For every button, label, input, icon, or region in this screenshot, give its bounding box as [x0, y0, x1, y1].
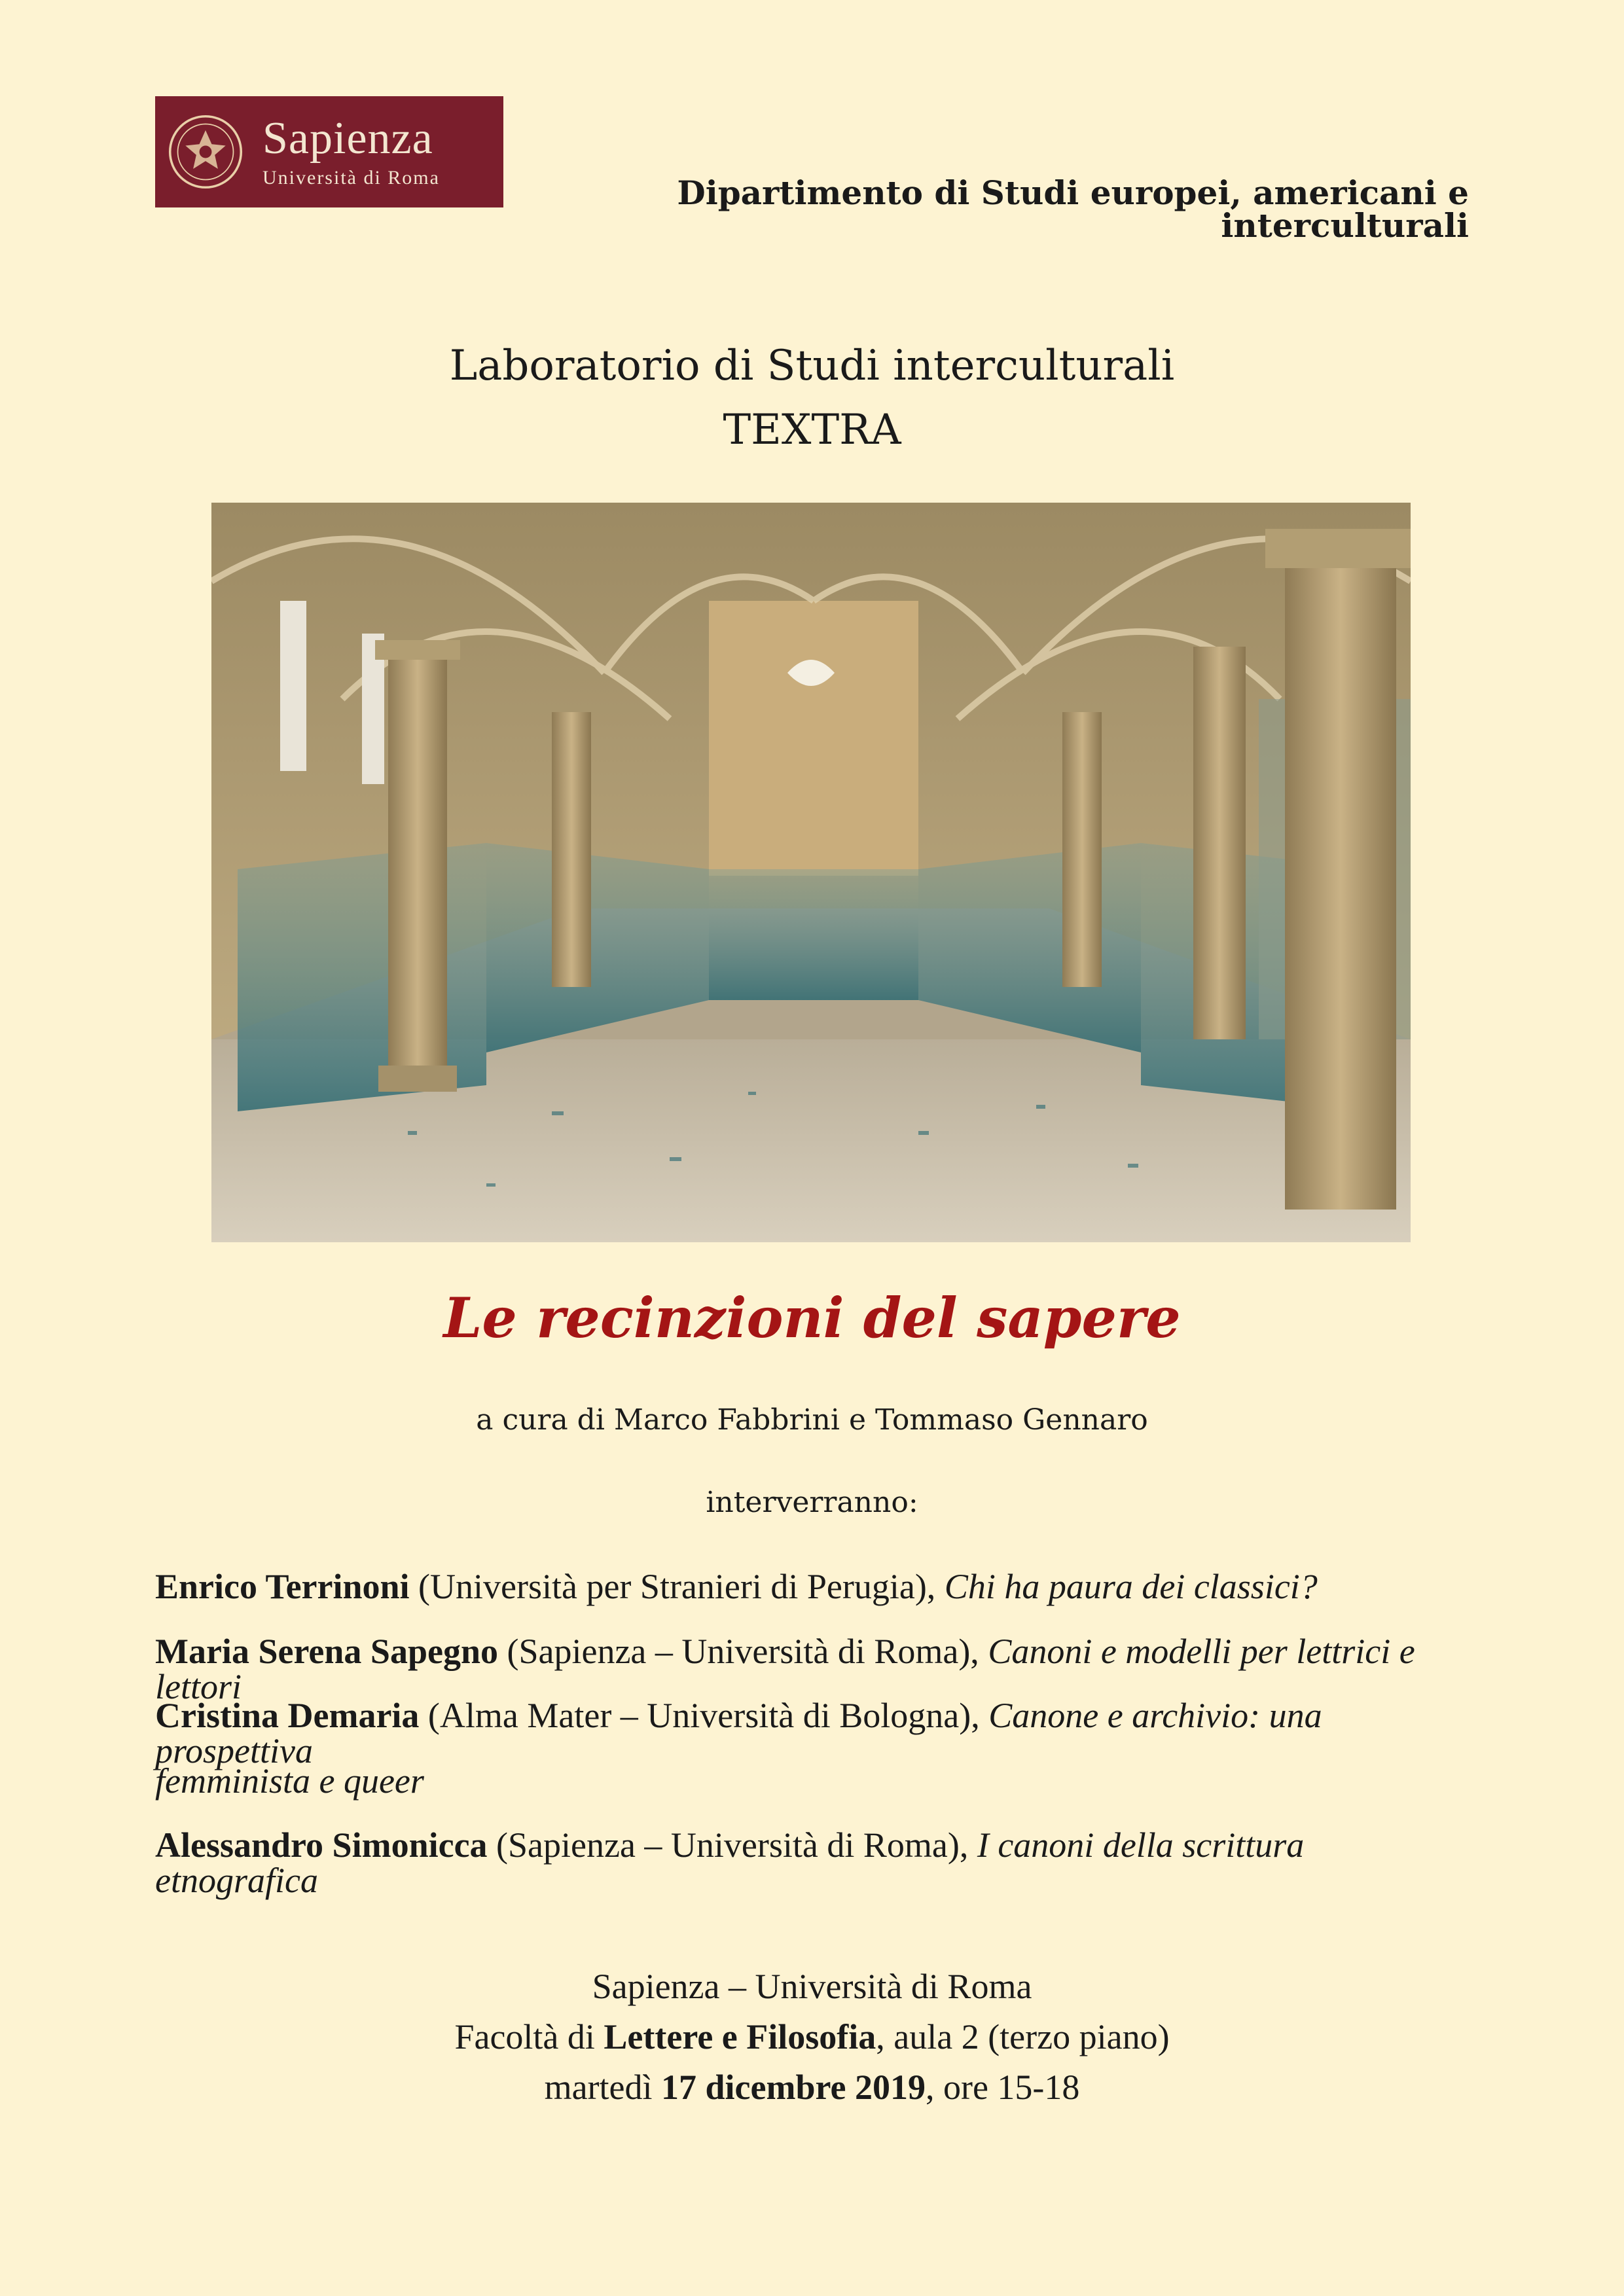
venue-faculty: Lettere e Filosofia	[604, 2017, 876, 2056]
venue-room-suffix: , aula 2 (terzo piano)	[876, 2017, 1170, 2056]
speaker-line	[155, 1569, 1471, 1604]
logo-subtitle: Università di Roma	[262, 167, 440, 188]
speaker-line	[155, 1634, 1471, 1704]
event-date-bold: 17 dicembre 2019	[661, 2068, 926, 2107]
sapienza-seal-icon	[167, 113, 244, 190]
event-time: , ore 15-18	[925, 2068, 1080, 2107]
logo-name: Sapienza	[262, 113, 433, 164]
venue-university: Sapienza – Università di Roma	[592, 1967, 1032, 2006]
lab-name: TEXTRA	[723, 406, 901, 454]
speaker-line	[155, 1698, 1471, 1768]
talk-title-continuation: femminista e queer	[155, 1761, 424, 1801]
event-title: Le recinzioni del sapere	[443, 1285, 1181, 1350]
speaker-line	[155, 1827, 1471, 1898]
speaker-affiliation: (Università per Stranieri di Perugia),	[409, 1567, 945, 1606]
venue-room-prefix: Facoltà di	[454, 2017, 604, 2056]
cloister-hall-photo	[211, 503, 1411, 1242]
speaker-name: Maria Serena Sapegno	[155, 1632, 498, 1671]
department-heading: Dipartimento di Studi europei, americani e interculturali	[677, 173, 1469, 245]
talk-title: Canoni e modelli per lettrici e lettori	[155, 1632, 1415, 1706]
lab-title: Laboratorio di Studi interculturali	[449, 342, 1175, 390]
venue-room	[0, 2019, 1624, 2054]
speakers-intro: interverranno:	[706, 1486, 918, 1519]
curators-line: a cura di Marco Fabbrini e Tommaso Gennaro	[476, 1403, 1148, 1437]
event-weekday: martedì	[544, 2068, 662, 2107]
speaker-affiliation: (Sapienza – Università di Roma),	[487, 1825, 977, 1865]
speaker-line-continuation	[155, 1763, 1471, 1799]
speaker-name: Enrico Terrinoni	[155, 1567, 410, 1606]
talk-title: I canoni della scrittura etnografica	[155, 1825, 1305, 1900]
talk-title: Chi ha paura dei classici?	[944, 1567, 1318, 1606]
speaker-affiliation: (Alma Mater – Università di Bologna),	[419, 1696, 989, 1735]
event-date	[0, 2070, 1624, 2105]
speaker-name: Alessandro Simonicca	[155, 1825, 488, 1865]
speaker-name: Cristina Demaria	[155, 1696, 420, 1735]
speaker-affiliation: (Sapienza – Università di Roma),	[498, 1632, 988, 1671]
sapienza-logo	[155, 96, 503, 207]
talk-title: Canone e archivio: una prospettiva	[155, 1696, 1322, 1770]
